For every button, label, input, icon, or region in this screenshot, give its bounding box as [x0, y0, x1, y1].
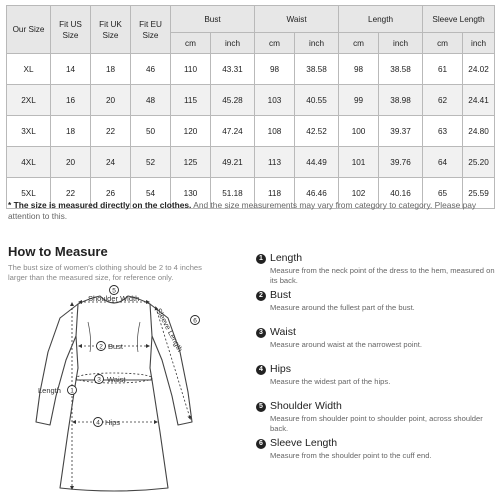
svg-text:Waist: Waist [107, 375, 126, 384]
header-fit-uk: Fit UK Size [91, 6, 131, 54]
table-cell: 18 [91, 54, 131, 85]
table-cell: 63 [423, 116, 463, 147]
table-cell: 22 [91, 116, 131, 147]
header-bust: Bust [171, 6, 255, 33]
measure-description: Measure from shoulder point to shoulder point, across shoulder back. [270, 414, 483, 433]
table-cell: 50 [131, 116, 171, 147]
table-cell: 51.18 [211, 178, 255, 209]
header-our-size: Our Size [7, 6, 51, 54]
measure-title: Length [270, 252, 303, 264]
table-cell: 45.28 [211, 85, 255, 116]
svg-text:4: 4 [96, 419, 100, 427]
dress-measurement-diagram [0, 282, 240, 500]
label-hips [94, 418, 121, 428]
table-body [7, 54, 495, 209]
measure-title: Bust [270, 289, 292, 301]
table-cell: 120 [171, 116, 211, 147]
table-cell: 18 [51, 116, 91, 147]
table-cell: 38.58 [295, 54, 339, 85]
measure-item [256, 326, 496, 363]
table-row [7, 116, 495, 147]
table-cell: 47.24 [211, 116, 255, 147]
measure-item [256, 400, 496, 437]
svg-text:Shoulder Width: Shoulder Width [88, 294, 140, 303]
table-header-row [7, 6, 495, 33]
svg-text:1: 1 [70, 387, 74, 395]
size-note-bold: * The size is measured directly on the clothes. [8, 200, 192, 210]
header-fit-us: Fit US Size [51, 6, 91, 54]
measure-title: Shoulder Width [270, 400, 342, 412]
table-cell: 98 [255, 54, 295, 85]
table-cell: 54 [131, 178, 171, 209]
label-waist [95, 375, 127, 385]
table-cell: 46 [131, 54, 171, 85]
measurement-instructions [256, 252, 496, 474]
table-cell: 39.37 [379, 116, 423, 147]
table-cell: 24.02 [463, 54, 495, 85]
size-chart-table [6, 5, 495, 209]
measure-item [256, 363, 496, 400]
table-cell: 110 [171, 54, 211, 85]
table-cell: 100 [339, 116, 379, 147]
measure-description: Measure from the shoulder point to the cuff end. [270, 451, 432, 460]
table-cell: 61 [423, 54, 463, 85]
measure-number-badge: 1 [256, 254, 266, 264]
subheader-inch: inch [211, 33, 255, 54]
table-cell: 46.46 [295, 178, 339, 209]
table-row [7, 54, 495, 85]
size-cell: XL [7, 54, 51, 85]
subheader-cm: cm [339, 33, 379, 54]
size-cell: 4XL [7, 147, 51, 178]
measure-description: Measure from the neck point of the dress to the hem, measured on its back. [270, 266, 495, 285]
table-cell: 44.49 [295, 147, 339, 178]
table-cell: 52 [131, 147, 171, 178]
size-note [8, 200, 494, 222]
measure-title: Waist [270, 326, 296, 338]
table-cell: 20 [51, 147, 91, 178]
table-cell: 40.16 [379, 178, 423, 209]
dress-bodice [76, 296, 152, 380]
table-cell: 22 [51, 178, 91, 209]
table-cell: 113 [255, 147, 295, 178]
label-shoulder-width [88, 286, 139, 304]
header-length: Length [339, 6, 423, 33]
measure-description: Measure around waist at the narrowest point. [270, 340, 422, 349]
table-cell: 40.55 [295, 85, 339, 116]
table-cell: 16 [51, 85, 91, 116]
size-cell: 5XL [7, 178, 51, 209]
how-to-measure-description: The bust size of women's clothing should be 2 to 4 inches larger than the measured size, for reference only. [8, 263, 202, 282]
table-cell: 26 [91, 178, 131, 209]
table-cell: 49.21 [211, 147, 255, 178]
table-cell: 108 [255, 116, 295, 147]
measure-item [256, 289, 496, 326]
table-cell: 65 [423, 178, 463, 209]
table-cell: 48 [131, 85, 171, 116]
table-cell: 64 [423, 147, 463, 178]
subheader-cm: cm [255, 33, 295, 54]
measure-title: Sleeve Length [270, 437, 338, 449]
table-cell: 20 [91, 85, 131, 116]
svg-text:Bust: Bust [108, 342, 124, 351]
table-cell: 38.58 [379, 54, 423, 85]
size-cell: 2XL [7, 85, 51, 116]
dress-skirt [60, 380, 168, 491]
table-row [7, 147, 495, 178]
table-cell: 125 [171, 147, 211, 178]
svg-text:6: 6 [193, 317, 197, 325]
measure-description: Measure around the fullest part of the bust. [270, 303, 415, 312]
table-cell: 103 [255, 85, 295, 116]
table-cell: 115 [171, 85, 211, 116]
subheader-inch: inch [295, 33, 339, 54]
table-cell: 98 [339, 54, 379, 85]
table-cell: 24.80 [463, 116, 495, 147]
measure-item [256, 252, 496, 289]
measure-number-badge: 5 [256, 402, 266, 412]
measure-number-badge: 2 [256, 291, 266, 301]
table-cell: 38.98 [379, 85, 423, 116]
table-cell: 99 [339, 85, 379, 116]
subheader-inch: inch [379, 33, 423, 54]
header-sleeve-length: Sleeve Length [423, 6, 495, 33]
table-cell: 130 [171, 178, 211, 209]
measure-number-badge: 6 [256, 439, 266, 449]
how-to-measure-title: How to Measure [8, 244, 108, 259]
svg-text:3: 3 [97, 376, 101, 384]
table-cell: 43.31 [211, 54, 255, 85]
table-cell: 101 [339, 147, 379, 178]
measure-number-badge: 4 [256, 365, 266, 375]
table-cell: 102 [339, 178, 379, 209]
size-note-rest: And the size measurements may vary from category to category. Please pay attention to this. [8, 200, 477, 221]
svg-text:Length: Length [38, 386, 61, 395]
label-sleeve-length [154, 307, 199, 354]
measure-title: Hips [270, 363, 292, 375]
size-cell: 3XL [7, 116, 51, 147]
table-cell: 62 [423, 85, 463, 116]
header-waist: Waist [255, 6, 339, 33]
table-cell: 25.20 [463, 147, 495, 178]
measure-item [256, 437, 496, 474]
subheader-inch: inch [463, 33, 495, 54]
label-length [38, 386, 77, 396]
table-row [7, 85, 495, 116]
table-cell: 118 [255, 178, 295, 209]
table-cell: 14 [51, 54, 91, 85]
svg-text:Sleeve Length: Sleeve Length [154, 306, 185, 354]
svg-text:5: 5 [112, 287, 116, 295]
header-fit-eu: Fit EU Size [131, 6, 171, 54]
table-cell: 42.52 [295, 116, 339, 147]
table-cell: 24.41 [463, 85, 495, 116]
table-cell: 24 [91, 147, 131, 178]
measure-description: Measure the widest part of the hips. [270, 377, 391, 386]
measure-number-badge: 3 [256, 328, 266, 338]
subheader-cm: cm [423, 33, 463, 54]
svg-text:2: 2 [99, 343, 103, 351]
table-cell: 25.59 [463, 178, 495, 209]
subheader-cm: cm [171, 33, 211, 54]
table-cell: 39.76 [379, 147, 423, 178]
svg-text:Hips: Hips [105, 418, 121, 427]
label-bust [97, 342, 124, 352]
